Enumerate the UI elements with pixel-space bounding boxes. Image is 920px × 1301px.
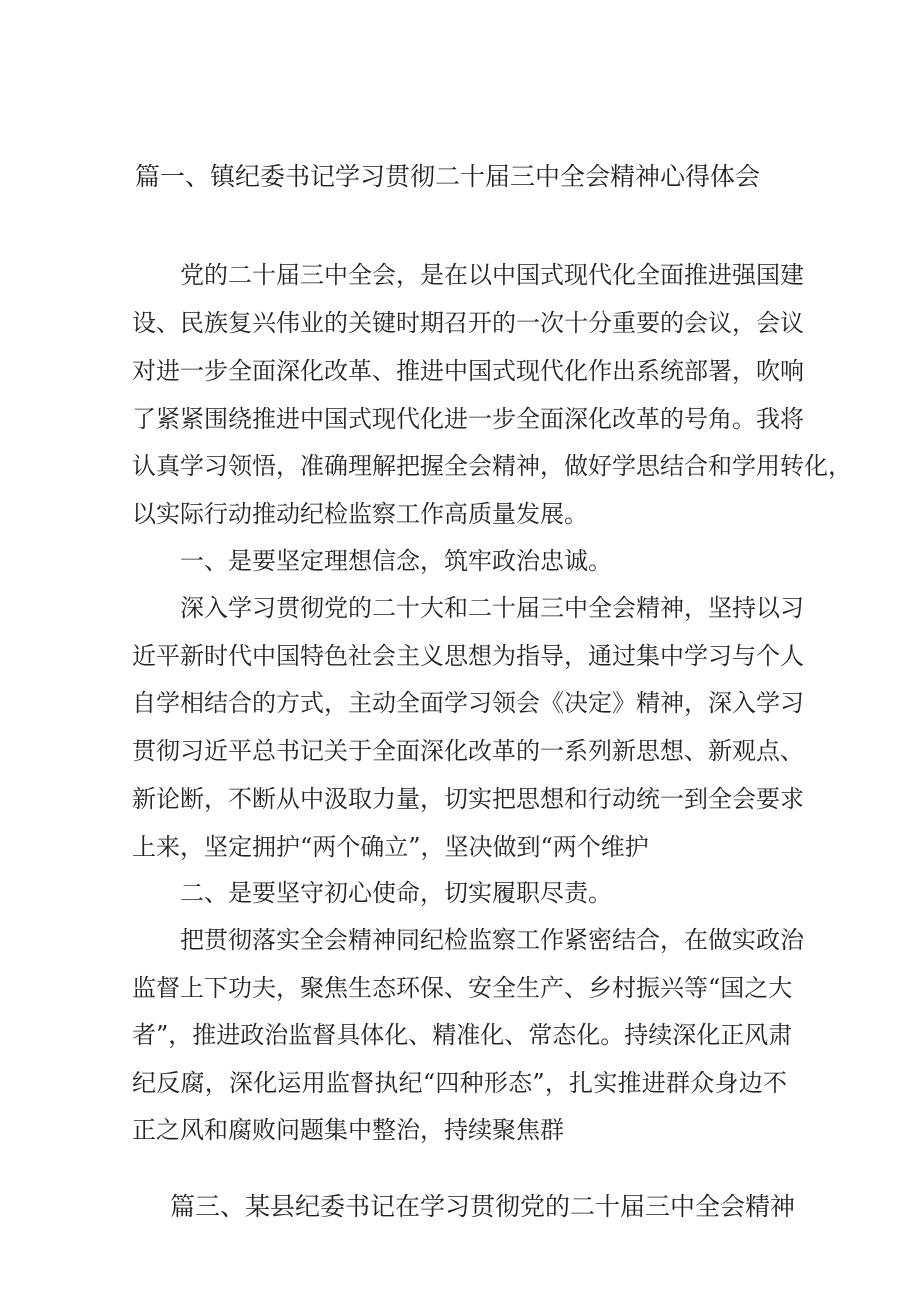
subheading-1: 一、是要坚定理想信念，筑牢政治忠诚。 [180,547,612,575]
paragraph-1-line-1: 党的二十届三中全会，是在以中国式现代化全面推进强国建 [180,261,804,289]
subheading-2: 二、是要坚守初心使命，切实履职尽责。 [180,879,612,907]
paragraph-2-line-6: 上来，坚定拥护“两个确立”，坚决做到“两个维护 [132,833,649,861]
section-heading-3: 篇三、某县纪委书记在学习贯彻党的二十届三中全会精神 [170,1192,796,1221]
paragraph-2-line-3: 自学相结合的方式，主动全面学习领会《决定》精神，深入学习 [132,689,804,717]
paragraph-3-line-3: 者”，推进政治监督具体化、精准化、常态化。持续深化正风肃 [132,1021,793,1049]
paragraph-1-line-3: 对进一步全面深化改革、推进中国式现代化作出系统部署，吹响 [132,357,804,385]
paragraph-3-line-4: 纪反腐，深化运用监督执纪“四种形态”，扎实推进群众身边不 [132,1069,787,1097]
section-heading-1: 篇一、镇纪委书记学习贯彻二十届三中全会精神心得体会 [135,162,761,191]
paragraph-1-line-6: 以实际行动推动纪检监察工作高质量发展。 [132,500,588,528]
paragraph-3-line-5: 正之风和腐败问题集中整治，持续聚焦群 [132,1116,564,1144]
paragraph-2-line-1: 深入学习贯彻党的二十大和二十届三中全会精神，坚持以习 [180,594,804,622]
paragraph-3-line-1: 把贯彻落实全会精神同纪检监察工作紧密结合，在做实政治 [180,926,804,954]
paragraph-2-line-2: 近平新时代中国特色社会主义思想为指导，通过集中学习与个人 [132,642,804,670]
paragraph-2-line-5: 新论断，不断从中汲取力量，切实把思想和行动统一到全会要求 [132,785,804,813]
paragraph-2-line-4: 贯彻习近平总书记关于全面深化改革的一系列新思想、新观点、 [132,737,804,765]
paragraph-1-line-5: 认真学习领悟，准确理解把握全会精神，做好学思结合和学用转化， [132,452,852,480]
paragraph-3-line-2: 监督上下功夫，聚焦生态环保、安全生产、乡村振兴等“国之大 [132,974,793,1002]
paragraph-1-line-4: 了紧紧围绕推进中国式现代化进一步全面深化改革的号角。我将 [132,405,804,433]
paragraph-1-line-2: 设、民族复兴伟业的关键时期召开的一次十分重要的会议，会议 [132,309,804,337]
